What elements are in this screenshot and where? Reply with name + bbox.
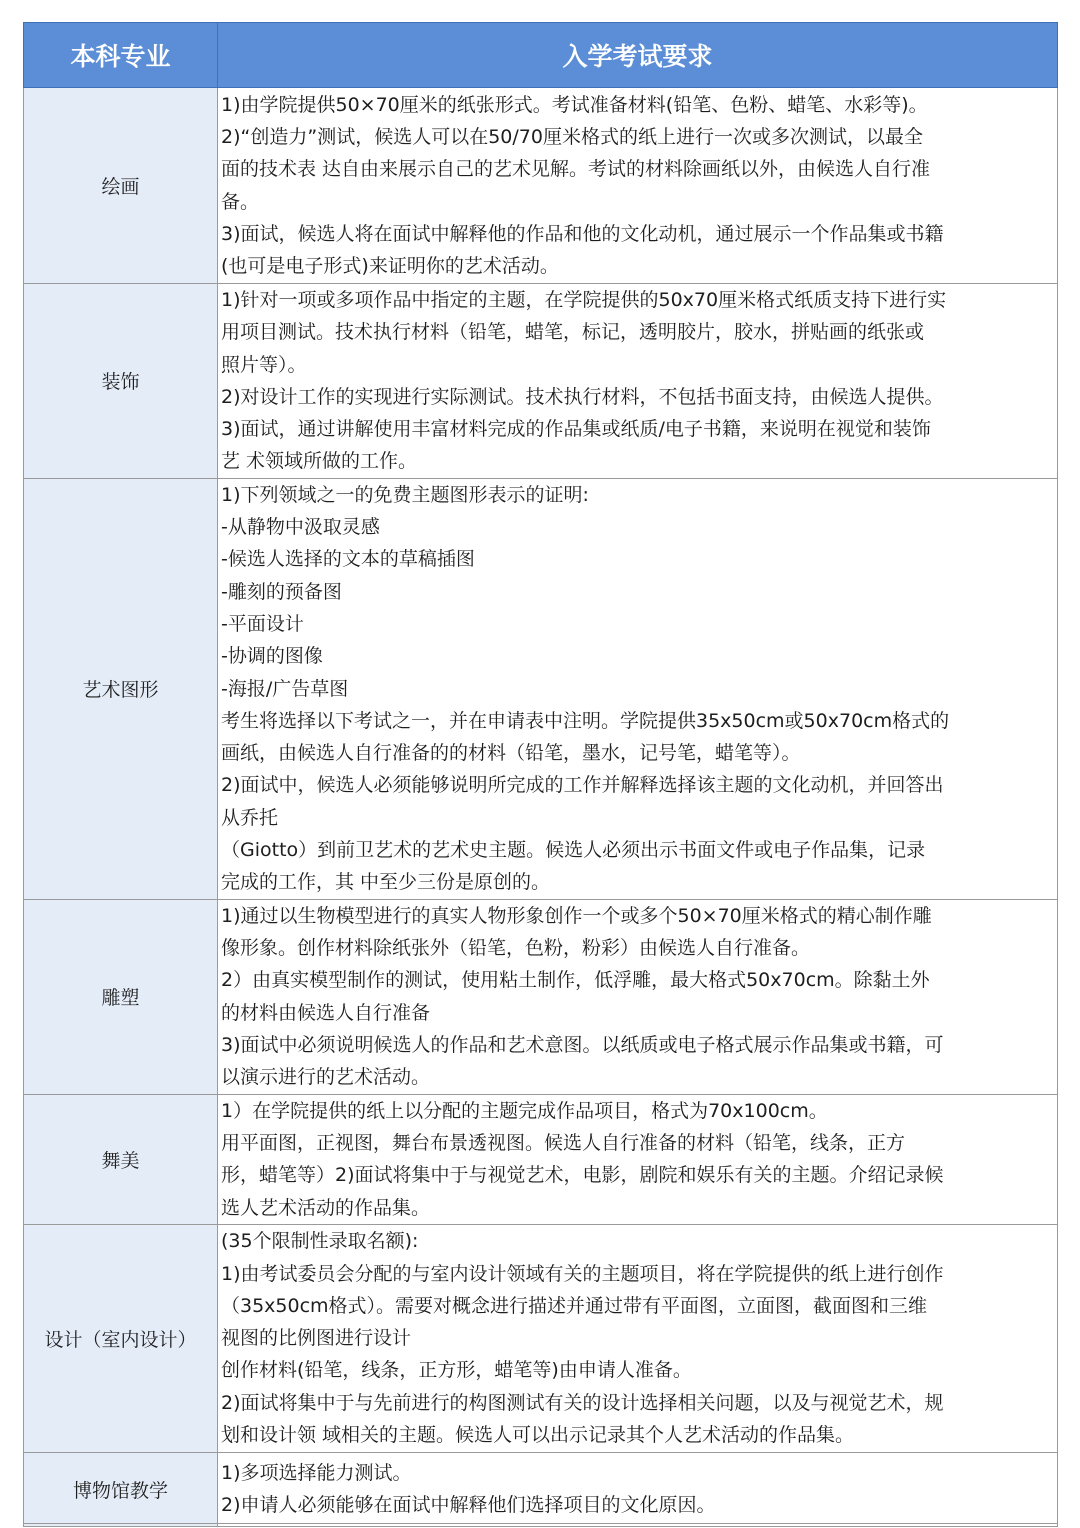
requirement-line: 划和设计领 域相关的主题。候选人可以出示记录其个人艺术活动的作品集。	[221, 1424, 855, 1447]
requirement-line: 形，蜡笔等）2)面试将集中于与视觉艺术，电影，剧院和娱乐有关的主题。介绍记录候	[221, 1164, 944, 1187]
requirement-line: 2)“创造力”测试，候选人可以在50/70厘米格式的纸上进行一次或多次测试，以最全	[221, 125, 923, 148]
requirement-line: 的材料由候选人自行准备	[221, 1001, 431, 1024]
table-row	[24, 1094, 1058, 1224]
requirement-line: 考生将选择以下考试之一，并在申请表中注明。学院提供35x50cm或50x70cm格式的	[221, 709, 950, 732]
major-cell: 雕塑	[24, 899, 218, 1094]
header-requirements: 入学考试要求	[218, 23, 1058, 88]
requirement-line: 1)多项选择能力测试。	[221, 1462, 412, 1485]
major-cell: 绘画	[24, 88, 218, 284]
admission-requirements-table-container	[23, 22, 1057, 1527]
requirements-cell	[218, 88, 1058, 284]
requirement-line: 面的技术表 达自由来展示自己的艺术见解。考试的材料除画纸以外，由候选人自行准	[221, 158, 931, 181]
requirement-line: 1)针对一项或多项作品中指定的主题，在学院提供的50x70厘米格式纸质支持下进行实	[221, 289, 947, 311]
major-cell: 装饰	[24, 284, 218, 479]
requirements-cell	[218, 1094, 1058, 1224]
requirement-line: 从乔托	[221, 806, 279, 829]
requirement-line: 2)面试中，候选人必须能够说明所完成的工作并解释选择该主题的文化动机，并回答出	[221, 774, 944, 797]
requirement-line: 1)下列领域之一的免费主题图形表示的证明:	[221, 483, 589, 506]
requirement-line: 像形象。创作材料除纸张外（铅笔，色粉，粉彩）由候选人自行准备。	[221, 937, 811, 960]
requirement-line: -候选人选择的文本的草稿插图	[221, 548, 475, 571]
requirement-line: (也可是电子形式)来证明你的艺术活动。	[221, 255, 559, 278]
requirement-line: 创作材料(铅笔，线条，正方形，蜡笔等)由申请人准备。	[221, 1359, 692, 1382]
requirements-cell	[218, 1224, 1058, 1452]
requirement-line: 照片等）。	[221, 353, 307, 376]
requirements-cell	[218, 899, 1058, 1094]
requirement-line: 1)由考试委员会分配的与室内设计领域有关的主题项目，将在学院提供的纸上进行创作	[221, 1262, 944, 1285]
requirement-line: 以演示进行的艺术活动。	[221, 1066, 431, 1089]
requirement-line: 画纸，由候选人自行准备的的材料（铅笔，墨水，记号笔，蜡笔等）。	[221, 742, 801, 765]
table-row	[24, 284, 1058, 479]
requirement-line: 备。	[221, 190, 260, 213]
requirement-line: -从静物中汲取灵感	[221, 516, 380, 539]
requirement-line: -雕刻的预备图	[221, 580, 342, 603]
requirement-line: 1)由学院提供50×70厘米的纸张形式。考试准备材料(铅笔、色粉、蜡笔、水彩等)。	[221, 93, 928, 116]
requirement-line: （35x50cm格式）。需要对概念进行描述并通过带有平面图，立面图，截面图和三维	[221, 1294, 928, 1317]
requirement-line: 3)面试中必须说明候选人的作品和艺术意图。以纸质或电子格式展示作品集或书籍，可	[221, 1033, 944, 1056]
requirement-line: -海报/广告草图	[221, 677, 349, 700]
header-major: 本科专业	[24, 23, 218, 88]
requirement-line: 用平面图，正视图，舞台布景透视图。候选人自行准备的材料（铅笔，线条，正方	[221, 1131, 906, 1154]
table-row	[24, 478, 1058, 899]
table-row	[24, 899, 1058, 1094]
bottom-rule	[23, 1523, 1057, 1524]
major-cell: 设计（室内设计）	[24, 1224, 218, 1452]
requirement-line: 3)面试，通过讲解使用丰富材料完成的作品集或纸质/电子书籍，来说明在视觉和装饰	[221, 418, 931, 441]
requirement-line: 完成的工作，其 中至少三份是原创的。	[221, 871, 551, 894]
requirement-line: 1）在学院提供的纸上以分配的主题完成作品项目，格式为70x100cm。	[221, 1099, 828, 1122]
requirement-line: 2)对设计工作的实现进行实际测试。技术执行材料，不包括书面支持，由候选人提供。	[221, 385, 944, 408]
requirement-line: 用项目测试。技术执行材料（铅笔，蜡笔，标记，透明胶片，胶水，拼贴画的纸张或	[221, 321, 925, 344]
requirement-line: 3)面试，候选人将在面试中解释他的作品和他的文化动机，通过展示一个作品集或书籍	[221, 222, 944, 245]
table-row	[24, 1452, 1058, 1526]
requirement-line: 1)通过以生物模型进行的真实人物形象创作一个或多个50×70厘米格式的精心制作雕	[221, 904, 932, 927]
requirement-line: (35个限制性录取名额):	[221, 1230, 419, 1253]
requirement-line: 艺 术领域所做的工作。	[221, 450, 418, 473]
table-row	[24, 88, 1058, 284]
table-header-row	[24, 23, 1058, 88]
requirements-cell	[218, 478, 1058, 899]
admission-requirements-table	[23, 22, 1058, 1527]
major-cell: 舞美	[24, 1094, 218, 1224]
major-cell: 博物馆教学	[24, 1452, 218, 1526]
requirement-line: 2)申请人必须能够在面试中解释他们选择项目的文化原因。	[221, 1494, 716, 1517]
requirement-line: 选人艺术活动的作品集。	[221, 1196, 431, 1219]
requirements-cell	[218, 284, 1058, 479]
requirement-line: （Giotto）到前卫艺术的艺术史主题。候选人必须出示书面文件或电子作品集，记录	[221, 839, 926, 862]
major-cell: 艺术图形	[24, 478, 218, 899]
requirement-line: 2）由真实模型制作的测试，使用粘土制作，低浮雕，最大格式50x70cm。除黏土外	[221, 969, 930, 992]
requirements-cell	[218, 1452, 1058, 1526]
requirement-line: 2)面试将集中于与先前进行的构图测试有关的设计选择相关问题，以及与视觉艺术，规	[221, 1391, 944, 1414]
requirement-line: -协调的图像	[221, 645, 323, 668]
table-body	[24, 88, 1058, 1527]
table-row	[24, 1224, 1058, 1452]
requirement-line: 视图的比例图进行设计	[221, 1327, 412, 1350]
requirement-line: -平面设计	[221, 612, 304, 635]
